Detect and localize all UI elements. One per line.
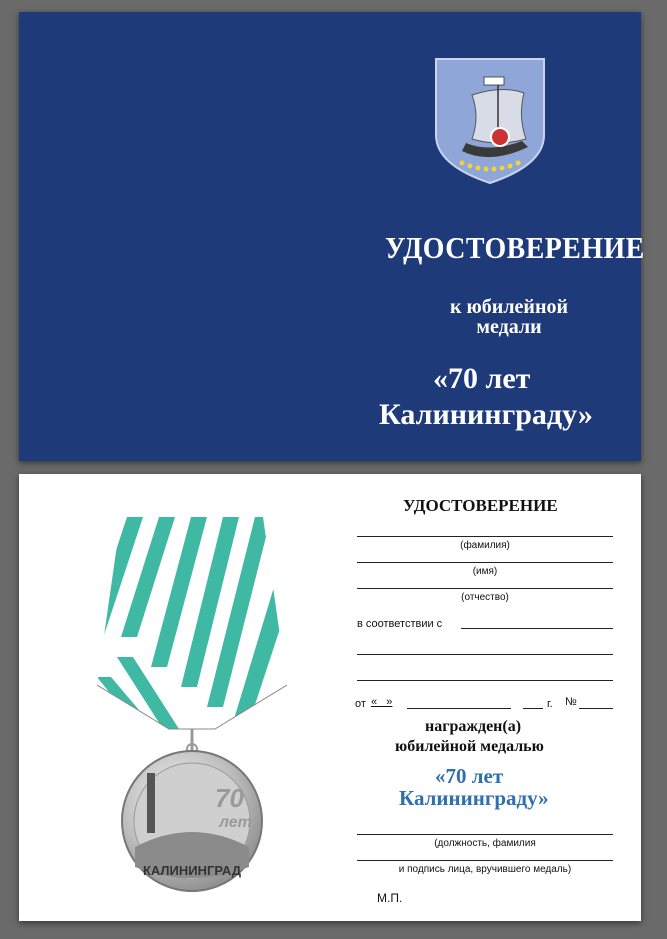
awarded-text: награжден(а) [425, 718, 522, 735]
certificate-inner-page [19, 474, 641, 921]
number-label: № [565, 696, 577, 708]
accordance-label: в соответствии с [357, 618, 443, 630]
cover-subtitle [399, 297, 619, 337]
medal-years: 70 [215, 783, 244, 813]
medal-name-line2: Калининграду» [399, 786, 549, 810]
awarded-with-text: юбилейной медалью [395, 738, 544, 755]
cover-title: УДОСТОВЕРЕНИЕ [385, 230, 645, 265]
year-label: г. [547, 698, 553, 710]
name-caption: (имя) [472, 566, 498, 577]
accordance-line-2 [357, 654, 613, 655]
cover-subtitle-line1: к юбилейной [450, 296, 568, 318]
date-year-line [523, 708, 543, 709]
medal-years-word: лет [219, 814, 252, 831]
date-quotes: « » [371, 696, 393, 708]
accordance-line-3 [357, 680, 613, 681]
signature-line [357, 860, 613, 861]
patronymic-line [357, 588, 613, 589]
accordance-line [461, 628, 613, 629]
name-line [357, 562, 613, 563]
certificate-form [19, 474, 641, 921]
signature-caption: и подпись лица, вручившего медаль) [398, 864, 572, 875]
date-month-line [407, 708, 511, 709]
patronymic-caption: (отчество) [461, 592, 509, 603]
from-label: от [355, 698, 366, 710]
position-caption: (должность, фамилия [434, 838, 536, 849]
surname-caption: (фамилия) [460, 540, 510, 551]
surname-line [357, 536, 613, 537]
cover-subtitle-line2: медали [476, 316, 542, 338]
certificate-cover [19, 12, 645, 461]
number-line [579, 708, 613, 709]
coat-of-arms-icon [432, 55, 548, 185]
medal-city: КАЛИНИНГРАД [142, 863, 242, 878]
cover-medal-name-line2: Калининграду» [379, 398, 593, 431]
cover-medal-name-line1: «70 лет [433, 362, 531, 395]
stamp-place: М.П. [377, 891, 403, 905]
position-line [357, 834, 613, 835]
medal-name-line1: «70 лет [435, 764, 504, 788]
inner-title: УДОСТОВЕРЕНИЕ [403, 496, 558, 515]
